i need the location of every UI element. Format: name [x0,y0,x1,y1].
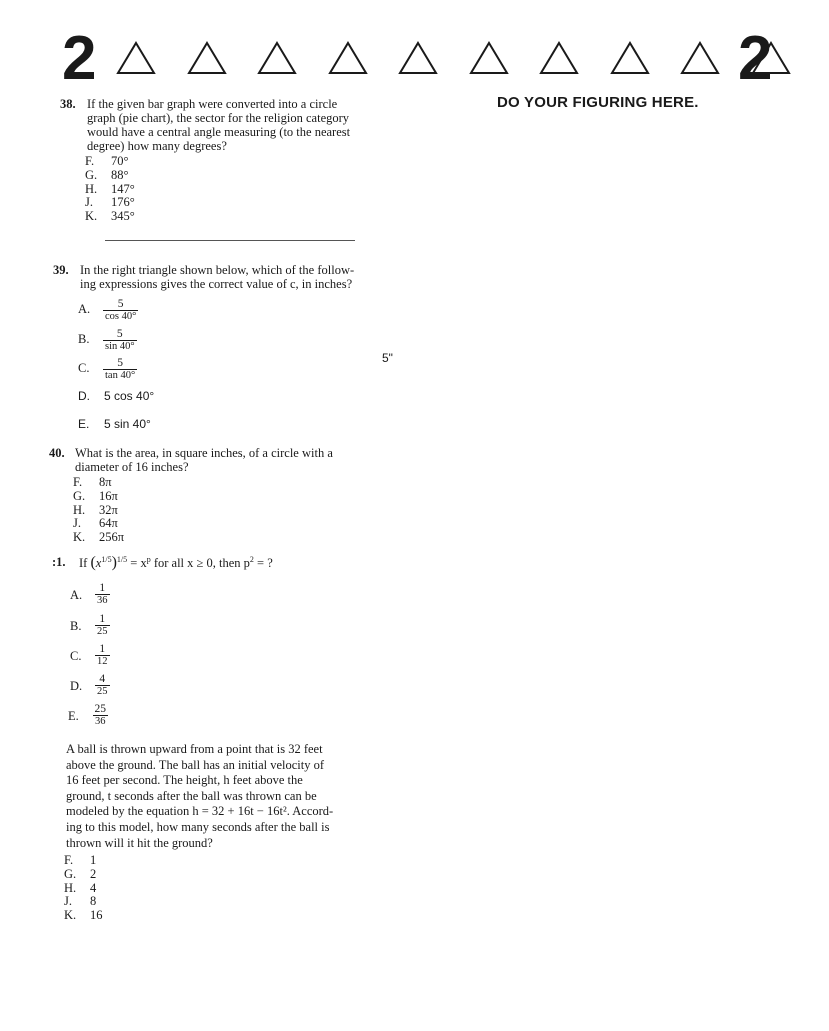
q39-choice-e[interactable]: E. 5 sin 40° [78,417,151,431]
q41-stem: If $(x^{1/5})^{1/5} = x^p$ for all x ≥ 0, then $p^2$ = ? [79,554,273,572]
section-number-left: 2 [62,24,97,93]
choice-f[interactable]: F. 1 [64,853,97,867]
triangle-side-label: 5" [382,351,393,365]
q40-stem: What is the area, in square inches, of a circle with a diameter of 16 inches? [75,446,333,474]
section-triangle-icon [469,40,509,76]
q42-choices [64,854,103,923]
q41-choice-e-letter[interactable]: E. [68,709,79,723]
choice-j[interactable]: J. 176° [85,195,135,210]
q41-choice-e-fraction: $\frac{25}{36}$ [94,703,106,727]
q38-number: 38. [60,97,76,111]
q41-number: :1. [52,555,66,569]
section-triangle-icon [680,40,720,76]
q41-choice-a-letter[interactable]: A. [70,588,83,602]
section-triangle-icon [116,40,156,76]
section-triangle-icon [187,40,227,76]
choice-h[interactable]: H. 32π [73,502,118,517]
q39-choice-c-letter[interactable]: C. [78,361,90,375]
q39-choice-c-fraction: $\frac{5}{\tan 40^\circ}$ [105,357,136,381]
choice-h[interactable]: H. 147° [85,181,135,196]
choice-j[interactable]: J. 8 [64,894,97,909]
q41-choice-d-letter[interactable]: D. [70,679,83,693]
choice-f[interactable]: F. 70° [85,154,129,168]
choice-g[interactable]: G. 2 [64,866,97,881]
q38-choices [85,155,135,224]
section-triangle-icon [539,40,579,76]
q39-choice-b-fraction: $\frac{5}{\sin 40^\circ}$ [105,328,135,352]
divider-rule [105,240,355,241]
choice-g[interactable]: G. 16π [73,488,118,503]
q39-choice-a-letter[interactable]: A. [78,302,91,316]
q41-choice-c-letter[interactable]: C. [70,649,82,663]
q38-stem: If the given bar graph were converted into a circle graph (pie chart), the sector for the religion category would have a central angle measuring (to the nearest degree) how many degrees? [87,97,351,153]
choice-k[interactable]: K. 345° [85,209,135,224]
q39-choice-a-fraction: $\frac{5}{\cos 40^\circ}$ [105,298,137,322]
q39-number: 39. [53,263,69,277]
section-triangle-icon [610,40,650,76]
q39-choice-d[interactable]: D. 5 cos 40° [78,389,155,403]
q39-choice-b-letter[interactable]: B. [78,332,90,346]
q40-choices [73,476,124,545]
q41-choice-b-letter[interactable]: B. [70,619,82,633]
q39-stem: In the right triangle shown below, which of the follow- ing expressions gives the correct value of c, in inches? [80,263,355,291]
figuring-label: DO YOUR FIGURING HERE. [497,94,699,111]
choice-k[interactable]: K. 16 [64,908,103,923]
choice-f[interactable]: F. 8π [73,475,112,489]
q41-choice-b-fraction: $\frac{1}{25}$ [97,613,108,637]
choice-k[interactable]: K. 256π [73,530,125,545]
section-triangle-icon [751,40,791,76]
q42-stem: A ball is thrown upward from a point that is 32 feet above the ground. The ball has an initial velocity of 16 feet per second. The height, h feet above the ground, t seconds after the ball was thrown can be modeled by the equation h = 32 + 16t − 16t². Accord- ing to this model, how many seconds after the ball is thrown will it hit the ground? [66,742,334,850]
q41-choice-d-fraction: $\frac{4}{25}$ [97,673,108,697]
section-triangle-icon [257,40,297,76]
section-triangle-icon [398,40,438,76]
section-triangle-icon [328,40,368,76]
q41-choice-a-fraction: $\frac{1}{36}$ [97,582,108,606]
choice-j[interactable]: J. 64π [73,516,118,531]
section-number-right: 2 [738,24,773,93]
q41-choice-c-fraction: $\frac{1}{12}$ [97,643,108,667]
choice-g[interactable]: G. 88° [85,167,129,182]
choice-h[interactable]: H. 4 [64,880,97,895]
q40-number: 40. [49,446,65,460]
